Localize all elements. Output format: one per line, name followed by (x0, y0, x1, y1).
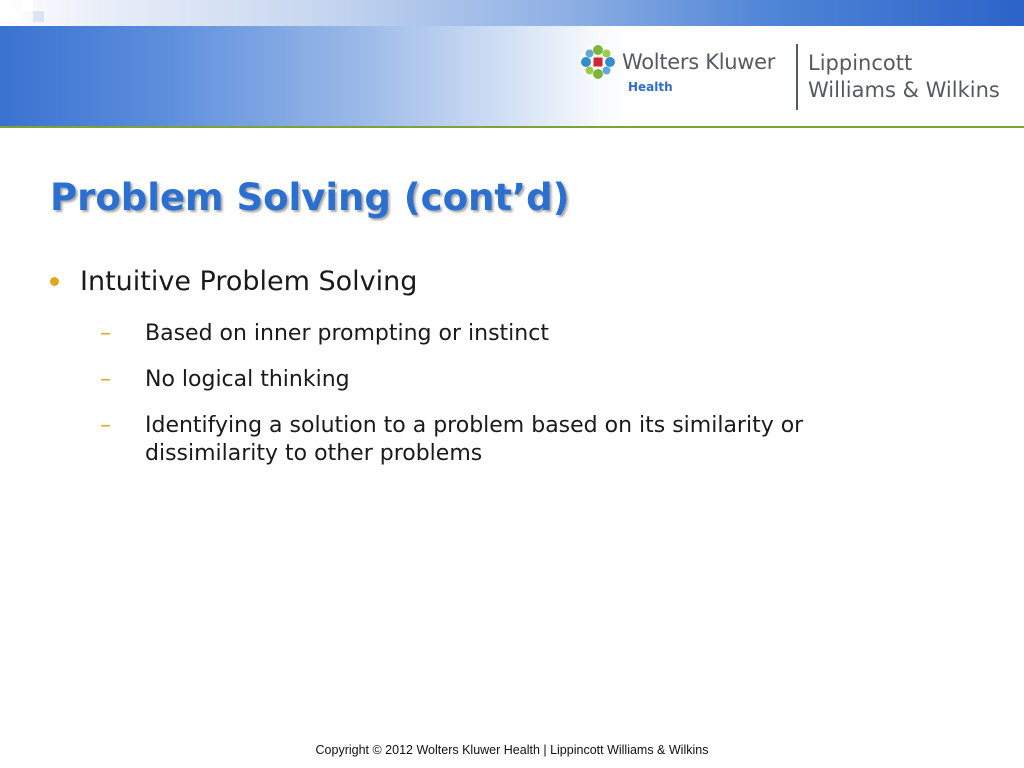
header-divider (0, 126, 1024, 128)
publisher-logo (578, 40, 1018, 114)
copyright-footer: Copyright © 2012 Wolters Kluwer Health | Lippincott Williams & Wilkins (315, 743, 709, 757)
sub-bullet-dash: – (100, 321, 111, 346)
imprint-line-1: Lippincott (808, 51, 913, 75)
company-name: Wolters Kluwer (622, 50, 776, 74)
header-banner (0, 0, 1024, 128)
header-top-strip (0, 0, 1024, 26)
sub-bullet-text: Based on inner prompting or instinct (145, 321, 549, 346)
sub-bullet-dash: – (100, 367, 111, 392)
sub-bullet-text: Identifying a solution to a problem based on its similarity or dissimilarity to other problems (145, 413, 804, 466)
bullet-dot-icon (50, 277, 59, 286)
logo-divider (796, 44, 798, 110)
corner-pattern (0, 0, 44, 26)
wolters-kluwer-logo-icon (578, 42, 618, 82)
slide-title: Problem Solving (cont’d) (50, 176, 570, 219)
imprint-line-2: Williams & Wilkins (808, 78, 1000, 102)
imprint-name (808, 50, 1000, 104)
sub-bullet-text: No logical thinking (145, 367, 350, 392)
sub-bullet-dash: – (100, 413, 111, 438)
division-name: Health (628, 80, 673, 94)
bullet-text: Intuitive Problem Solving (80, 266, 418, 297)
